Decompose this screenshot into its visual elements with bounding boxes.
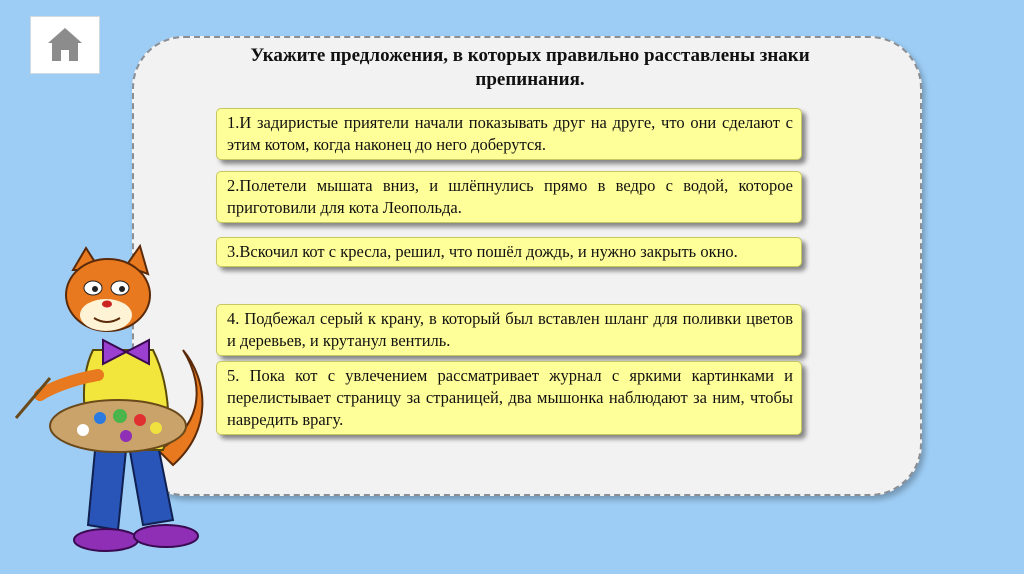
- option-1[interactable]: 1.И задиристые приятели начали показывать друг на друге, что они сделают с этим котом, когда наконец до него доберутся.: [216, 108, 802, 160]
- option-5[interactable]: 5. Пока кот с увлечением рассматривает журнал с яркими картинками и перелистывает страницу за страницей, два мышонка наблюдают за ним, чтобы навредить врагу.: [216, 361, 802, 435]
- home-icon: [45, 25, 85, 65]
- task-title: Укажите предложения, в которых правильно расставлены знаки препинания.: [250, 45, 810, 90]
- option-2[interactable]: 2.Полетели мышата вниз, и шлёпнулись прямо в ведро с водой, которое приготовили для кота Леопольда.: [216, 171, 802, 223]
- option-3[interactable]: 3.Вскочил кот с кресла, решил, что пошёл дождь, и нужно закрыть окно.: [216, 237, 802, 267]
- home-button[interactable]: [30, 16, 100, 74]
- leopold-cat-illustration: [8, 240, 213, 574]
- option-4[interactable]: 4. Подбежал серый к крану, в который был вставлен шланг для поливки цветов и деревьев, и крутанул вентиль.: [216, 304, 802, 356]
